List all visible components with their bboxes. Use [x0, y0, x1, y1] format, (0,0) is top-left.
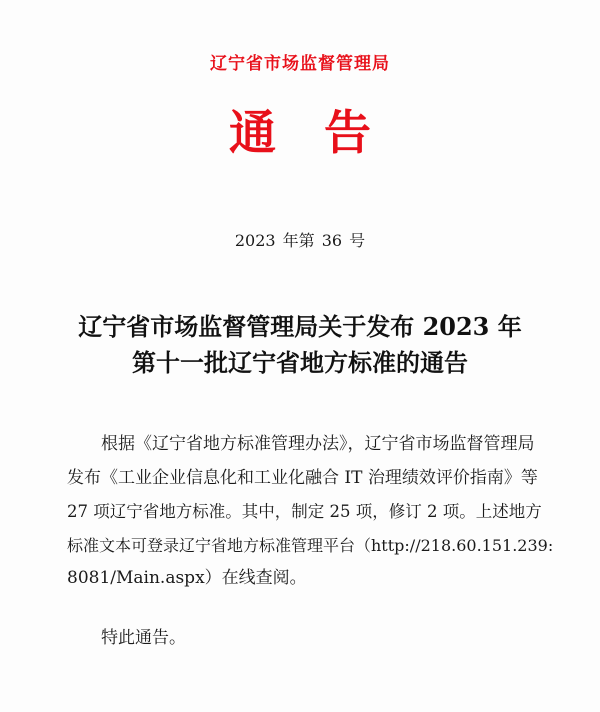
body-line: 标准文本可登录辽宁省地方标准管理平台（http://218.60.151.239: — [67, 535, 554, 555]
body-line: 8081/Main.aspx）在线查阅。 — [67, 568, 307, 588]
body-line: 发布《工业企业信息化和工业化融合 IT 治理绩效评价指南》等 — [67, 467, 538, 488]
document-title — [0, 309, 600, 381]
issuer-header: 辽宁省市场监督管理局 — [210, 54, 390, 74]
document-number: 2023 年第 36 号 — [234, 231, 366, 250]
closing-remark: 特此通告。 — [101, 628, 186, 648]
title-line-1: 辽宁省市场监督管理局关于发布 2023 年 — [78, 312, 522, 341]
title-line-2: 第十一批辽宁省地方标准的通告 — [132, 348, 468, 377]
document-type-header: 通告 — [229, 106, 419, 161]
body-paragraph — [67, 428, 555, 596]
body-line: 27 项辽宁省地方标准。其中，制定 25 项，修订 2 项。上述地方 — [67, 502, 542, 521]
body-line: 根据《辽宁省地方标准管理办法》，辽宁省市场监督管理局 — [101, 434, 535, 454]
